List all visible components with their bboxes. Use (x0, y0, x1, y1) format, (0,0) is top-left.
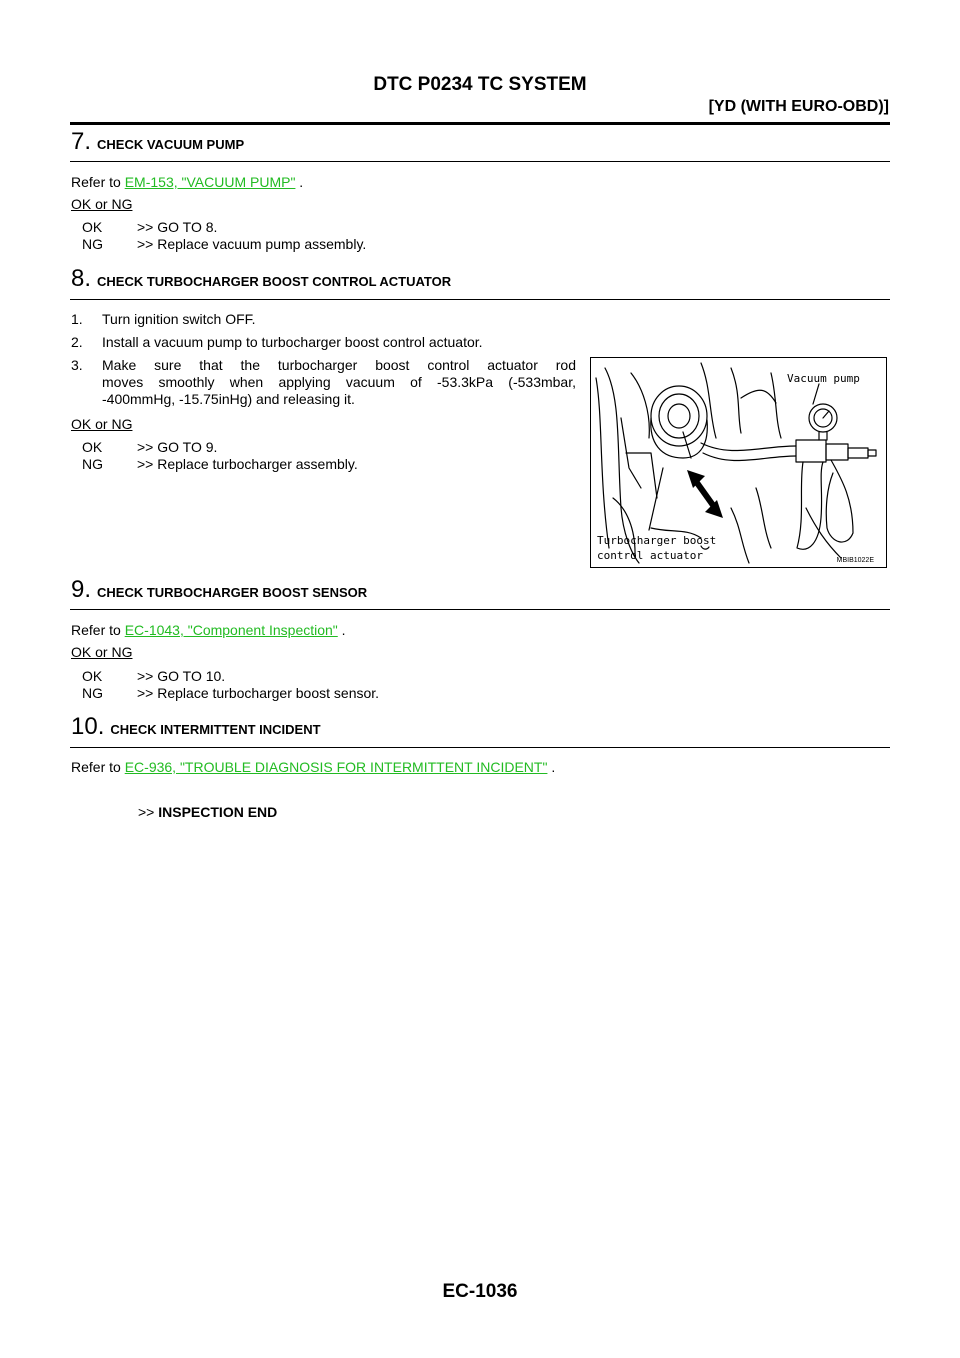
reference-link[interactable]: EM-153, "VACUUM PUMP" (124, 174, 296, 190)
step-divider (70, 747, 890, 748)
step-title: CHECK INTERMITTENT INCIDENT (110, 722, 321, 737)
list-item-number: 1. (71, 311, 83, 327)
step-divider (70, 161, 890, 162)
step-7-heading (71, 128, 244, 156)
step-number: 8. (71, 265, 92, 292)
step-title: CHECK TURBOCHARGER BOOST SENSOR (97, 585, 368, 600)
step-number: 10. (71, 713, 105, 740)
result-ok: OK >> GO TO 10. (82, 668, 226, 684)
step-divider (70, 609, 890, 610)
step-8-heading (71, 265, 451, 293)
step-number: 7. (71, 128, 92, 155)
movement-arrow-icon (687, 470, 723, 518)
page-title: DTC P0234 TC SYSTEM (373, 74, 587, 95)
reference-link[interactable]: EC-936, "TROUBLE DIAGNOSIS FOR INTERMITTENT INCIDENT" (124, 759, 548, 775)
refer-line: Refer to EC-1043, "Component Inspection" . (71, 622, 346, 638)
inspection-end: >> INSPECTION END (138, 804, 278, 820)
reference-link[interactable]: EC-1043, "Component Inspection" (124, 622, 338, 638)
list-item-line: moves smoothly when applying vacuum of -53.3kPa (-533mbar, (102, 374, 576, 390)
label-actuator-line1: Turbocharger boost (597, 534, 717, 547)
list-item: Turn ignition switch OFF. (102, 311, 256, 327)
result-ok: OK >> GO TO 8. (82, 219, 218, 235)
step-10-heading (71, 713, 321, 741)
ok-ng-label: OK or NG (71, 196, 133, 212)
header-divider (70, 122, 890, 125)
page-subtitle: [YD (WITH EURO-OBD)] (708, 98, 889, 115)
label-actuator-line2: control actuator (597, 549, 703, 562)
step-title: CHECK TURBOCHARGER BOOST CONTROL ACTUATOR (97, 274, 452, 289)
list-item: Install a vacuum pump to turbocharger boost control actuator. (102, 334, 483, 350)
list-item-line: Make sure that the turbocharger boost control actuator rod (102, 357, 576, 373)
step-divider (70, 299, 890, 300)
result-ng: NG >> Replace turbocharger assembly. (82, 456, 358, 472)
step-9-heading (71, 576, 367, 604)
list-item-number: 2. (71, 334, 83, 350)
figure-id: MBIB1022E (836, 557, 874, 564)
list-item-line: -400mmHg, -15.75inHg) and releasing it. (102, 391, 355, 407)
list-item-number: 3. (71, 357, 83, 373)
step-number: 9. (71, 576, 92, 603)
result-ok: OK >> GO TO 9. (82, 439, 218, 455)
ok-ng-label: OK or NG (71, 644, 133, 660)
result-ng: NG >> Replace vacuum pump assembly. (82, 236, 367, 252)
page-number: EC-1036 (442, 1281, 518, 1302)
refer-line: Refer to EM-153, "VACUUM PUMP" . (71, 174, 304, 190)
vacuum-pump-illustration (590, 357, 887, 568)
result-ng: NG >> Replace turbocharger boost sensor. (82, 685, 380, 701)
refer-line: Refer to EC-936, "TROUBLE DIAGNOSIS FOR INTERMITTENT INCIDENT" . (71, 759, 556, 775)
ok-ng-label: OK or NG (71, 416, 133, 432)
step-title: CHECK VACUUM PUMP (97, 137, 245, 152)
label-vacuum-pump: Vacuum pump (787, 372, 860, 385)
